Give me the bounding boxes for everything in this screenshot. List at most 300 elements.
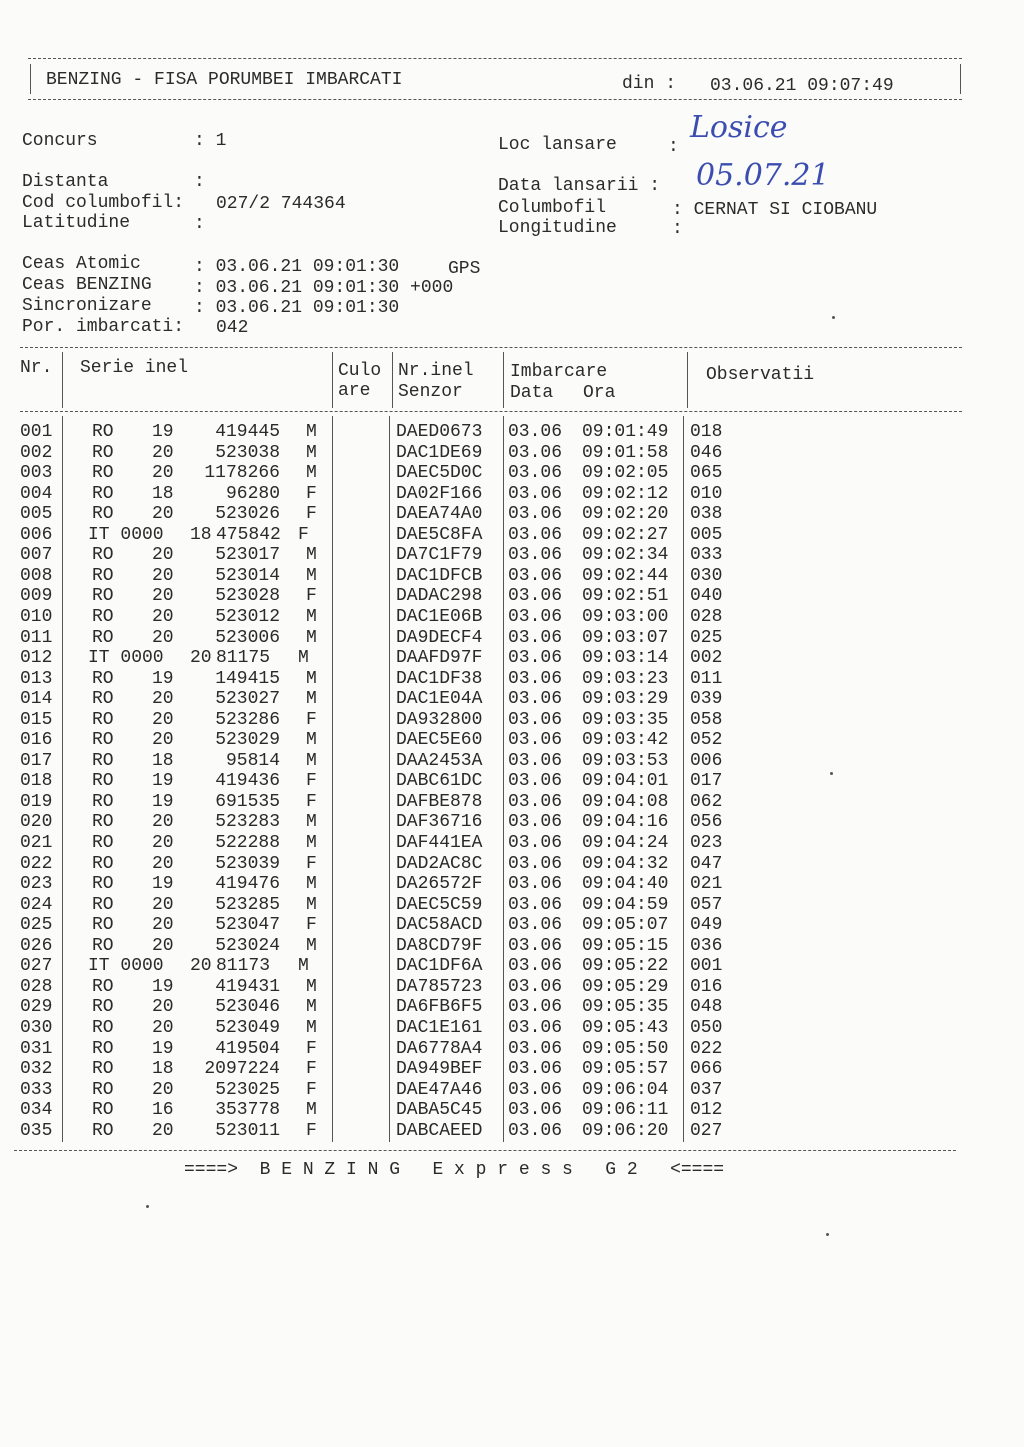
col-header-senzor: Senzor bbox=[398, 382, 463, 402]
cell-year: 20 bbox=[152, 606, 174, 627]
col-header-serie-inel: Serie inel bbox=[80, 358, 189, 378]
cell-date: 03.06 bbox=[508, 853, 563, 874]
cell-time: 09:06:04 bbox=[582, 1079, 669, 1100]
cell-year: 20 bbox=[152, 1017, 174, 1038]
cell-ring: 149415 bbox=[215, 668, 280, 689]
cell-country: RO bbox=[92, 750, 114, 771]
title-right-bar bbox=[960, 64, 961, 94]
cell-ring: 353778 bbox=[215, 1100, 280, 1121]
cell-sensor: DAED0673 bbox=[396, 422, 483, 442]
cell-country: RO bbox=[92, 1038, 114, 1059]
col-header-data: Data bbox=[510, 383, 554, 403]
cell-nr: 021 bbox=[20, 833, 53, 853]
col-header-culoare-1: Culo bbox=[338, 361, 382, 381]
col-header-observatii: Observatii bbox=[706, 365, 815, 385]
cell-date: 03.06 bbox=[508, 791, 563, 812]
cell-date: 03.06 bbox=[508, 750, 563, 771]
data-lansarii-label: Data lansarii : bbox=[498, 176, 661, 196]
col-header-imbarcare: Imbarcare bbox=[510, 362, 608, 382]
cell-year: 20 bbox=[152, 1079, 174, 1100]
din-label: din : bbox=[622, 74, 677, 94]
cell-date: 03.06 bbox=[508, 565, 563, 586]
cell-year: 20 bbox=[152, 935, 174, 956]
cell-date: 03.06 bbox=[508, 956, 563, 977]
cell-observation: 010 bbox=[690, 483, 723, 504]
cell-time: 09:04:01 bbox=[582, 771, 669, 792]
cell-observation: 038 bbox=[690, 504, 723, 525]
cell-time: 09:03:14 bbox=[582, 648, 669, 669]
cell-country: IT 0000 bbox=[88, 524, 164, 545]
cell-sensor: DAAFD97F bbox=[396, 648, 483, 669]
title-bottom-rule bbox=[28, 99, 962, 100]
table-header-top-rule bbox=[20, 347, 962, 348]
table-header-bottom-rule bbox=[20, 411, 962, 412]
cell-time: 09:02:20 bbox=[582, 504, 669, 525]
cell-sex: M bbox=[306, 1017, 317, 1038]
table-row bbox=[0, 833, 1024, 854]
cell-time: 09:05:57 bbox=[582, 1059, 669, 1080]
scan-speck bbox=[826, 1233, 829, 1236]
cell-country: RO bbox=[92, 1017, 114, 1038]
cell-time: 09:04:40 bbox=[582, 874, 669, 895]
cell-year: 20 bbox=[152, 442, 174, 463]
cell-nr: 034 bbox=[20, 1100, 53, 1121]
cell-time: 09:03:07 bbox=[582, 627, 669, 648]
cell-nr: 009 bbox=[20, 586, 53, 607]
cell-observation: 037 bbox=[690, 1079, 723, 1100]
cell-sex: F bbox=[306, 586, 317, 607]
cell-ring: 523047 bbox=[215, 915, 280, 936]
cell-date: 03.06 bbox=[508, 915, 563, 936]
cell-date: 03.06 bbox=[508, 524, 563, 545]
cell-ring: 523011 bbox=[215, 1120, 280, 1141]
porumbei-imbarcati-value: 042 bbox=[216, 318, 249, 338]
cell-nr: 014 bbox=[20, 689, 53, 710]
cell-observation: 066 bbox=[690, 1059, 723, 1080]
cell-observation: 005 bbox=[690, 524, 723, 545]
cell-ring: 2097224 bbox=[204, 1059, 280, 1080]
cell-year: 18 bbox=[152, 483, 174, 504]
cell-observation: 040 bbox=[690, 586, 723, 607]
cell-nr: 008 bbox=[20, 565, 53, 586]
cell-ring: 419476 bbox=[215, 874, 280, 895]
cell-observation: 065 bbox=[690, 463, 723, 484]
cell-sex: F bbox=[306, 1079, 317, 1100]
cell-date: 03.06 bbox=[508, 833, 563, 853]
cell-year: 20 bbox=[152, 586, 174, 607]
cell-observation: 048 bbox=[690, 997, 723, 1018]
table-row bbox=[0, 1039, 1024, 1060]
cell-year: 20 bbox=[152, 463, 174, 484]
cell-ring: 523286 bbox=[215, 709, 280, 730]
cell-date: 03.06 bbox=[508, 1120, 563, 1141]
cell-year: 19 bbox=[152, 791, 174, 812]
cell-country: RO bbox=[92, 1079, 114, 1100]
cell-ring: 419445 bbox=[215, 422, 280, 442]
table-row bbox=[0, 997, 1024, 1018]
table-row bbox=[0, 443, 1024, 464]
table-row bbox=[0, 669, 1024, 690]
cell-sex: F bbox=[306, 1120, 317, 1141]
cell-nr: 030 bbox=[20, 1017, 53, 1038]
concurs-value: : 1 bbox=[194, 131, 227, 151]
cell-year: 20 bbox=[152, 627, 174, 648]
cell-country: RO bbox=[92, 504, 114, 525]
cod-columbofil-label: Cod columbofil: bbox=[22, 193, 185, 213]
table-row bbox=[0, 566, 1024, 587]
cell-ring: 523283 bbox=[215, 812, 280, 833]
cell-country: RO bbox=[92, 463, 114, 484]
table-row bbox=[0, 1100, 1024, 1121]
table-row bbox=[0, 854, 1024, 875]
cell-year: 20 bbox=[152, 545, 174, 566]
cell-observation: 016 bbox=[690, 976, 723, 997]
cell-nr: 028 bbox=[20, 976, 53, 997]
cell-sensor: DAC1E161 bbox=[396, 1017, 483, 1038]
cell-country: RO bbox=[92, 442, 114, 463]
cell-nr: 004 bbox=[20, 483, 53, 504]
cell-time: 09:05:07 bbox=[582, 915, 669, 936]
cell-time: 09:01:49 bbox=[582, 422, 669, 442]
cell-ring: 1178266 bbox=[204, 463, 280, 484]
cell-sex: M bbox=[306, 750, 317, 771]
ceas-benzing-label: Ceas BENZING bbox=[22, 275, 152, 295]
cell-year: 19 bbox=[152, 422, 174, 442]
cell-year: 20 bbox=[152, 565, 174, 586]
cell-sensor: DABCAEED bbox=[396, 1120, 483, 1141]
porumbei-imbarcati-label: Por. imbarcati: bbox=[22, 317, 185, 337]
cell-time: 09:04:16 bbox=[582, 812, 669, 833]
loc-lansare-value: : bbox=[668, 137, 679, 157]
cell-nr: 017 bbox=[20, 750, 53, 771]
cell-observation: 002 bbox=[690, 648, 723, 669]
cell-date: 03.06 bbox=[508, 812, 563, 833]
cell-country: RO bbox=[92, 586, 114, 607]
cell-year: 18 bbox=[190, 524, 212, 545]
cell-date: 03.06 bbox=[508, 648, 563, 669]
scan-speck bbox=[146, 1205, 149, 1208]
table-row bbox=[0, 874, 1024, 895]
col-header-culoare-2: are bbox=[338, 381, 371, 401]
cell-sensor: DA26572F bbox=[396, 874, 483, 895]
cell-ring: 95814 bbox=[225, 750, 280, 771]
distanta-value: : bbox=[194, 172, 205, 192]
cell-date: 03.06 bbox=[508, 422, 563, 442]
document-title: BENZING - FISA PORUMBEI IMBARCATI bbox=[46, 70, 403, 90]
table-row bbox=[0, 545, 1024, 566]
table-row bbox=[0, 628, 1024, 649]
cell-sex: F bbox=[306, 771, 317, 792]
cell-sensor: DABC61DC bbox=[396, 771, 483, 792]
cell-nr: 012 bbox=[20, 648, 53, 669]
cell-date: 03.06 bbox=[508, 1059, 563, 1080]
cell-observation: 023 bbox=[690, 833, 723, 853]
cell-sex: F bbox=[306, 915, 317, 936]
longitudine-value: : bbox=[672, 219, 683, 239]
col-sep-header-1 bbox=[62, 352, 63, 408]
cell-date: 03.06 bbox=[508, 709, 563, 730]
cell-sex: M bbox=[306, 668, 317, 689]
cell-sensor: DAC1DF38 bbox=[396, 668, 483, 689]
cell-nr: 013 bbox=[20, 668, 53, 689]
cell-date: 03.06 bbox=[508, 689, 563, 710]
cell-nr: 029 bbox=[20, 997, 53, 1018]
cell-sensor: DAFBE878 bbox=[396, 791, 483, 812]
cell-ring: 523038 bbox=[215, 442, 280, 463]
cell-date: 03.06 bbox=[508, 586, 563, 607]
cell-year: 20 bbox=[152, 689, 174, 710]
cell-nr: 024 bbox=[20, 894, 53, 915]
table-row bbox=[0, 956, 1024, 977]
cell-nr: 011 bbox=[20, 627, 53, 648]
cell-observation: 001 bbox=[690, 956, 723, 977]
columbofil-value: : CERNAT SI CIOBANU bbox=[672, 200, 878, 220]
cell-country: RO bbox=[92, 1059, 114, 1080]
cod-columbofil-value: 027/2 744364 bbox=[216, 194, 346, 214]
cell-observation: 052 bbox=[690, 730, 723, 751]
cell-sex: M bbox=[306, 1100, 317, 1121]
cell-year: 19 bbox=[152, 771, 174, 792]
cell-year: 20 bbox=[152, 504, 174, 525]
cell-year: 20 bbox=[152, 709, 174, 730]
cell-observation: 057 bbox=[690, 894, 723, 915]
cell-time: 09:05:50 bbox=[582, 1038, 669, 1059]
cell-year: 16 bbox=[152, 1100, 174, 1121]
cell-date: 03.06 bbox=[508, 976, 563, 997]
cell-date: 03.06 bbox=[508, 483, 563, 504]
cell-time: 09:03:53 bbox=[582, 750, 669, 771]
cell-observation: 022 bbox=[690, 1038, 723, 1059]
cell-ring: 419431 bbox=[215, 976, 280, 997]
cell-observation: 006 bbox=[690, 750, 723, 771]
title-left-bar bbox=[30, 64, 31, 94]
table-row bbox=[0, 1121, 1024, 1142]
cell-country: RO bbox=[92, 833, 114, 853]
cell-sex: M bbox=[306, 935, 317, 956]
col-header-nr: Nr. bbox=[20, 358, 53, 378]
loc-lansare-handwritten: Losice bbox=[690, 110, 788, 145]
cell-country: RO bbox=[92, 565, 114, 586]
table-row bbox=[0, 771, 1024, 792]
cell-nr: 033 bbox=[20, 1079, 53, 1100]
cell-time: 09:02:05 bbox=[582, 463, 669, 484]
col-sep-header-2 bbox=[332, 352, 333, 408]
cell-sensor: DA949BEF bbox=[396, 1059, 483, 1080]
cell-date: 03.06 bbox=[508, 545, 563, 566]
cell-sensor: DA932800 bbox=[396, 709, 483, 730]
cell-ring: 523017 bbox=[215, 545, 280, 566]
cell-sensor: DA785723 bbox=[396, 976, 483, 997]
cell-date: 03.06 bbox=[508, 606, 563, 627]
columbofil-label: Columbofil bbox=[498, 198, 607, 218]
cell-observation: 039 bbox=[690, 689, 723, 710]
cell-ring: 475842 bbox=[216, 524, 281, 545]
cell-sensor: DA7C1F79 bbox=[396, 545, 483, 566]
cell-country: RO bbox=[92, 627, 114, 648]
cell-sex: F bbox=[306, 504, 317, 525]
cell-country: RO bbox=[92, 894, 114, 915]
cell-nr: 002 bbox=[20, 442, 53, 463]
cell-time: 09:02:44 bbox=[582, 565, 669, 586]
ceas-atomic-value: : 03.06.21 09:01:30 bbox=[194, 257, 400, 277]
cell-sensor: DADAC298 bbox=[396, 586, 483, 607]
cell-observation: 028 bbox=[690, 606, 723, 627]
cell-country: RO bbox=[92, 483, 114, 504]
table-row bbox=[0, 463, 1024, 484]
cell-sensor: DAC1E06B bbox=[396, 606, 483, 627]
cell-date: 03.06 bbox=[508, 463, 563, 484]
cell-year: 20 bbox=[190, 648, 212, 669]
cell-sensor: DAE47A46 bbox=[396, 1079, 483, 1100]
cell-observation: 011 bbox=[690, 668, 723, 689]
cell-ring: 523012 bbox=[215, 606, 280, 627]
cell-observation: 056 bbox=[690, 812, 723, 833]
data-lansarii-handwritten: 05.07.21 bbox=[696, 158, 830, 193]
sincronizare-value: : 03.06.21 09:01:30 bbox=[194, 298, 400, 318]
cell-date: 03.06 bbox=[508, 504, 563, 525]
cell-date: 03.06 bbox=[508, 1017, 563, 1038]
cell-country: RO bbox=[92, 545, 114, 566]
cell-date: 03.06 bbox=[508, 1100, 563, 1121]
cell-nr: 025 bbox=[20, 915, 53, 936]
cell-sensor: DA9DECF4 bbox=[396, 627, 483, 648]
table-row bbox=[0, 525, 1024, 546]
cell-ring: 523039 bbox=[215, 853, 280, 874]
title-top-rule bbox=[28, 58, 962, 59]
cell-country: RO bbox=[92, 689, 114, 710]
ceas-benzing-value: : 03.06.21 09:01:30 +000 bbox=[194, 278, 454, 298]
latitudine-label: Latitudine bbox=[22, 213, 131, 233]
cell-observation: 030 bbox=[690, 565, 723, 586]
cell-observation: 049 bbox=[690, 915, 723, 936]
table-row bbox=[0, 915, 1024, 936]
table-row bbox=[0, 1059, 1024, 1080]
cell-sex: F bbox=[306, 483, 317, 504]
cell-ring: 523026 bbox=[215, 504, 280, 525]
cell-nr: 010 bbox=[20, 606, 53, 627]
cell-sensor: DA8CD79F bbox=[396, 935, 483, 956]
cell-sex: M bbox=[298, 956, 309, 977]
cell-sex: F bbox=[306, 1038, 317, 1059]
cell-observation: 050 bbox=[690, 1017, 723, 1038]
table-row bbox=[0, 751, 1024, 772]
cell-time: 09:03:29 bbox=[582, 689, 669, 710]
cell-ring: 81173 bbox=[216, 956, 271, 977]
cell-year: 20 bbox=[152, 853, 174, 874]
cell-observation: 021 bbox=[690, 874, 723, 895]
cell-nr: 016 bbox=[20, 730, 53, 751]
cell-date: 03.06 bbox=[508, 1079, 563, 1100]
col-sep-header-5 bbox=[687, 352, 688, 408]
cell-nr: 032 bbox=[20, 1059, 53, 1080]
longitudine-label: Longitudine bbox=[498, 218, 617, 238]
cell-ring: 419436 bbox=[215, 771, 280, 792]
cell-nr: 022 bbox=[20, 853, 53, 874]
cell-time: 09:01:58 bbox=[582, 442, 669, 463]
cell-year: 20 bbox=[152, 997, 174, 1018]
cell-country: RO bbox=[92, 668, 114, 689]
cell-ring: 691535 bbox=[215, 791, 280, 812]
cell-time: 09:02:27 bbox=[582, 524, 669, 545]
cell-sensor: DAEC5C59 bbox=[396, 894, 483, 915]
cell-ring: 523046 bbox=[215, 997, 280, 1018]
cell-date: 03.06 bbox=[508, 730, 563, 751]
cell-time: 09:05:43 bbox=[582, 1017, 669, 1038]
table-row bbox=[0, 977, 1024, 998]
table-row bbox=[0, 730, 1024, 751]
cell-observation: 012 bbox=[690, 1100, 723, 1121]
cell-year: 20 bbox=[152, 1120, 174, 1141]
cell-observation: 017 bbox=[690, 771, 723, 792]
cell-sex: M bbox=[306, 997, 317, 1018]
cell-ring: 523029 bbox=[215, 730, 280, 751]
cell-country: RO bbox=[92, 935, 114, 956]
cell-year: 19 bbox=[152, 874, 174, 895]
table-row bbox=[0, 812, 1024, 833]
table-bottom-rule bbox=[14, 1150, 956, 1151]
cell-sex: M bbox=[306, 894, 317, 915]
table-row bbox=[0, 607, 1024, 628]
cell-observation: 036 bbox=[690, 935, 723, 956]
cell-sex: M bbox=[306, 812, 317, 833]
col-sep-header-4 bbox=[503, 352, 504, 408]
cell-time: 09:03:42 bbox=[582, 730, 669, 751]
cell-time: 09:06:20 bbox=[582, 1120, 669, 1141]
table-row bbox=[0, 1080, 1024, 1101]
concurs-label: Concurs bbox=[22, 131, 98, 151]
cell-sex: M bbox=[306, 422, 317, 442]
cell-sensor: DAD2AC8C bbox=[396, 853, 483, 874]
table-row bbox=[0, 484, 1024, 505]
cell-sex: F bbox=[306, 709, 317, 730]
cell-country: RO bbox=[92, 422, 114, 442]
cell-sex: M bbox=[306, 976, 317, 997]
cell-sensor: DAF36716 bbox=[396, 812, 483, 833]
latitudine-value: : bbox=[194, 214, 205, 234]
table-row bbox=[0, 586, 1024, 607]
cell-ring: 522288 bbox=[215, 833, 280, 853]
cell-time: 09:03:23 bbox=[582, 668, 669, 689]
cell-date: 03.06 bbox=[508, 771, 563, 792]
sincronizare-label: Sincronizare bbox=[22, 296, 152, 316]
cell-sensor: DA02F166 bbox=[396, 483, 483, 504]
cell-country: RO bbox=[92, 976, 114, 997]
cell-sensor: DAC58ACD bbox=[396, 915, 483, 936]
cell-nr: 026 bbox=[20, 935, 53, 956]
cell-year: 19 bbox=[152, 668, 174, 689]
table-row bbox=[0, 648, 1024, 669]
cell-sensor: DABA5C45 bbox=[396, 1100, 483, 1121]
cell-nr: 007 bbox=[20, 545, 53, 566]
table-row bbox=[0, 504, 1024, 525]
cell-nr: 015 bbox=[20, 709, 53, 730]
table-row bbox=[0, 792, 1024, 813]
din-datetime: 03.06.21 09:07:49 bbox=[710, 76, 894, 96]
cell-ring: 523028 bbox=[215, 586, 280, 607]
cell-observation: 027 bbox=[690, 1120, 723, 1141]
scan-speck bbox=[832, 316, 835, 319]
cell-year: 20 bbox=[152, 730, 174, 751]
cell-time: 09:03:00 bbox=[582, 606, 669, 627]
cell-sex: M bbox=[306, 606, 317, 627]
cell-country: RO bbox=[92, 709, 114, 730]
cell-country: IT 0000 bbox=[88, 648, 164, 669]
cell-country: RO bbox=[92, 791, 114, 812]
cell-sex: F bbox=[306, 1059, 317, 1080]
cell-year: 18 bbox=[152, 1059, 174, 1080]
cell-sensor: DAF441EA bbox=[396, 833, 483, 853]
cell-date: 03.06 bbox=[508, 668, 563, 689]
